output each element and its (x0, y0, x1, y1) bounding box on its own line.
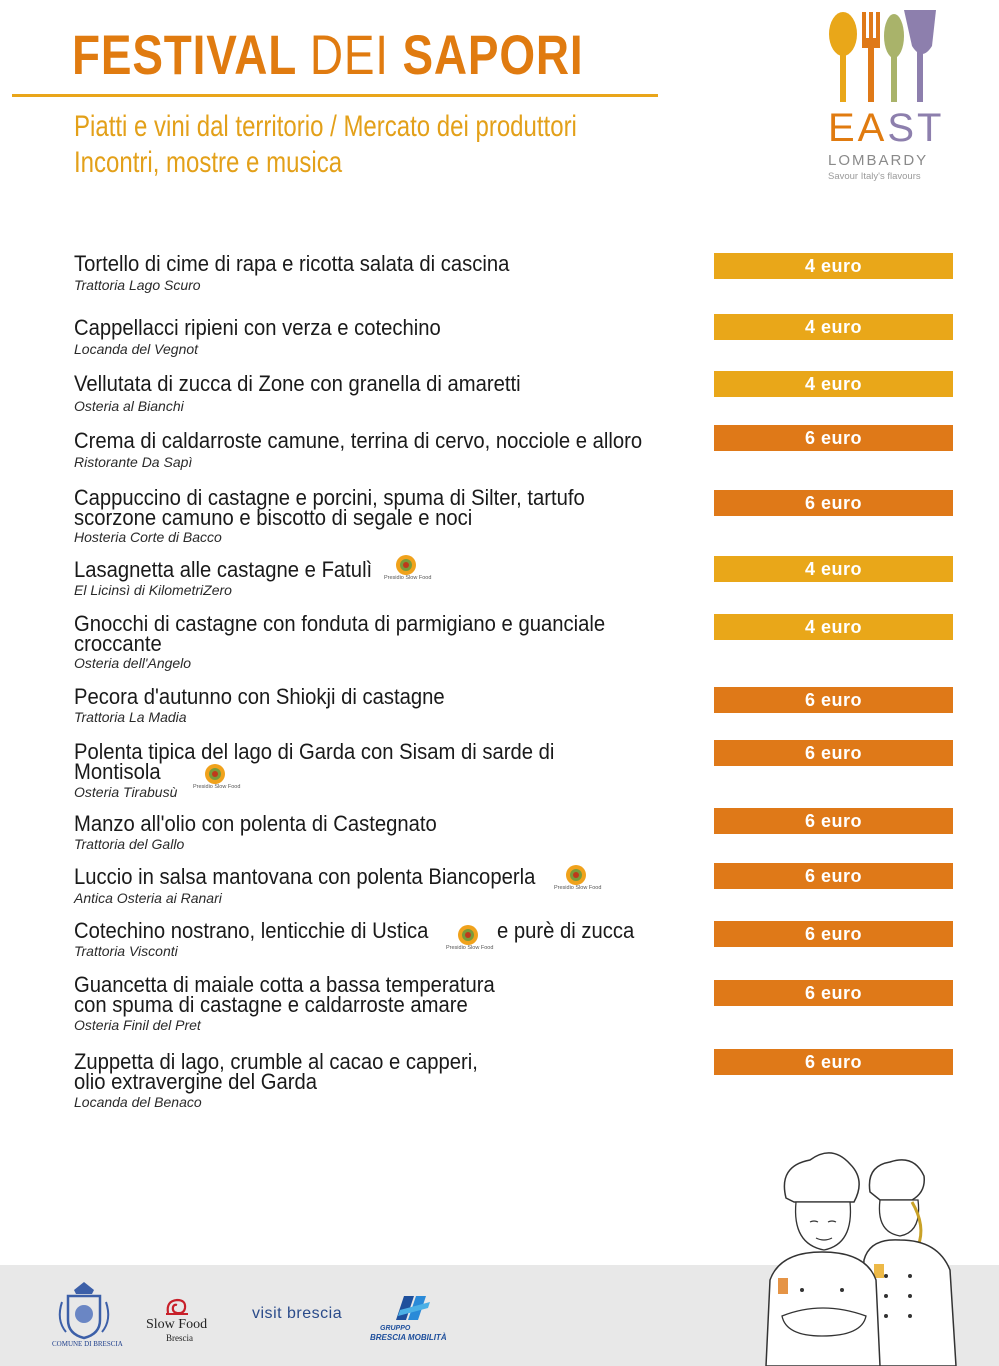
price-badge: 4 euro (714, 371, 953, 397)
gbm-name: BRESCIA MOBILITÀ (370, 1333, 447, 1342)
comune-label: COMUNE DI BRESCIA (52, 1340, 123, 1348)
subtitle-line-1: Piatti e vini dal territorio / Mercato dei produttori (74, 110, 577, 143)
dish-name: Polenta tipica del lago di Garda con Sisam di sarde di (74, 739, 555, 764)
restaurant-name: Trattoria Lago Scuro (74, 277, 201, 293)
dish-name: Cappuccino di castagne e porcini, spuma di Silter, tartufo (74, 485, 585, 510)
dish-name-line-2: olio extravergine del Garda (74, 1069, 318, 1094)
title-underline (12, 94, 658, 97)
dish-name: Vellutata di zucca di Zone con granella di amaretti (74, 371, 521, 396)
slow-food-presidio-icon: Presidio Slow Food (384, 553, 430, 585)
chefs-illustration (762, 1140, 992, 1366)
restaurant-name: Osteria Tirabusù (74, 784, 178, 800)
restaurant-name: Osteria dell'Angelo (74, 655, 192, 671)
price-badge: 4 euro (714, 614, 953, 640)
restaurant-name: Ristorante Da Sapì (74, 454, 193, 470)
restaurant-name: Locanda del Vegnot (74, 341, 199, 357)
price-badge: 6 euro (714, 980, 953, 1006)
price-badge: 6 euro (714, 687, 953, 713)
dish-name: Cappellacci ripieni con verza e cotechino (74, 315, 441, 340)
dish-name: Zuppetta di lago, crumble al cacao e capperi, (74, 1049, 478, 1074)
restaurant-name: Locanda del Benaco (74, 1094, 202, 1110)
dish-name: Manzo all'olio con polenta di Castegnato (74, 811, 437, 836)
price-badge: 6 euro (714, 863, 953, 889)
dish-name: Pecora d'autunno con Shiokji di castagne (74, 684, 445, 709)
price-badge: 6 euro (714, 490, 953, 516)
dish-name: Gnocchi di castagne con fonduta di parmigiano e guanciale (74, 611, 606, 636)
dish-name: Luccio in salsa mantovana con polenta Biancoperla (74, 864, 536, 889)
dish-name: Tortello di cime di rapa e ricotta salata di cascina (74, 251, 510, 276)
dish-name: Crema di caldarroste camune, terrina di cervo, nocciole e alloro (74, 428, 643, 453)
slow-food-logo-text: Slow Food (146, 1317, 208, 1332)
brescia-crest-icon (52, 1280, 123, 1360)
restaurant-name: Osteria Finil del Pret (74, 1017, 201, 1033)
cutlery-icon (826, 6, 942, 106)
slow-food-presidio-icon: Presidio Slow Food (446, 923, 492, 955)
dish-name-tail: e purè di zucca (497, 918, 635, 943)
restaurant-name: Osteria al Bianchi (74, 398, 184, 414)
slow-food-presidio-icon: Presidio Slow Food (554, 863, 600, 895)
dish-name-line-2: scorzone camuno e biscotto di segale e noci (74, 505, 473, 530)
gbm-group-label: GRUPPO (380, 1325, 411, 1332)
price-badge: 4 euro (714, 253, 953, 279)
restaurant-name: Trattoria La Madia (74, 709, 187, 725)
logo-east-text: EAST (828, 106, 945, 150)
restaurant-name: El Licinsì di KilometriZero (74, 582, 232, 598)
price-badge: 6 euro (714, 425, 953, 451)
price-badge: 6 euro (714, 808, 953, 834)
restaurant-name: Antica Osteria ai Ranari (74, 890, 222, 906)
price-badge: 4 euro (714, 556, 953, 582)
slow-food-snail-icon (164, 1295, 190, 1317)
logo-region: LOMBARDY (828, 152, 929, 169)
price-badge: 6 euro (714, 921, 953, 947)
dish-name-line-2: croccante (74, 631, 162, 656)
dish-name-line-2: Montisola (74, 759, 161, 784)
visit-brescia-logo: visit brescia (252, 1305, 343, 1322)
logo-tagline: Savour Italy's flavours (828, 171, 921, 182)
dish-name: Guancetta di maiale cotta a bassa temperatura (74, 972, 495, 997)
dish-name: Cotechino nostrano, lenticchie di Ustica (74, 918, 429, 943)
price-badge: 6 euro (714, 1049, 953, 1075)
restaurant-name: Trattoria Visconti (74, 943, 178, 959)
restaurant-name: Hosteria Corte di Bacco (74, 529, 222, 545)
price-badge: 6 euro (714, 740, 953, 766)
slow-food-city: Brescia (166, 1333, 193, 1343)
festival-title: FESTIVAL DEI SAPORI (72, 23, 584, 86)
dish-name-line-2: con spuma di castagne e caldarroste amare (74, 992, 468, 1017)
price-badge: 4 euro (714, 314, 953, 340)
slow-food-presidio-icon: Presidio Slow Food (193, 762, 239, 794)
subtitle-line-2: Incontri, mostre e musica (74, 146, 343, 179)
restaurant-name: Trattoria del Gallo (74, 836, 185, 852)
east-lombardy-logo (826, 6, 945, 186)
dish-name: Lasagnetta alle castagne e Fatulì (74, 557, 373, 582)
